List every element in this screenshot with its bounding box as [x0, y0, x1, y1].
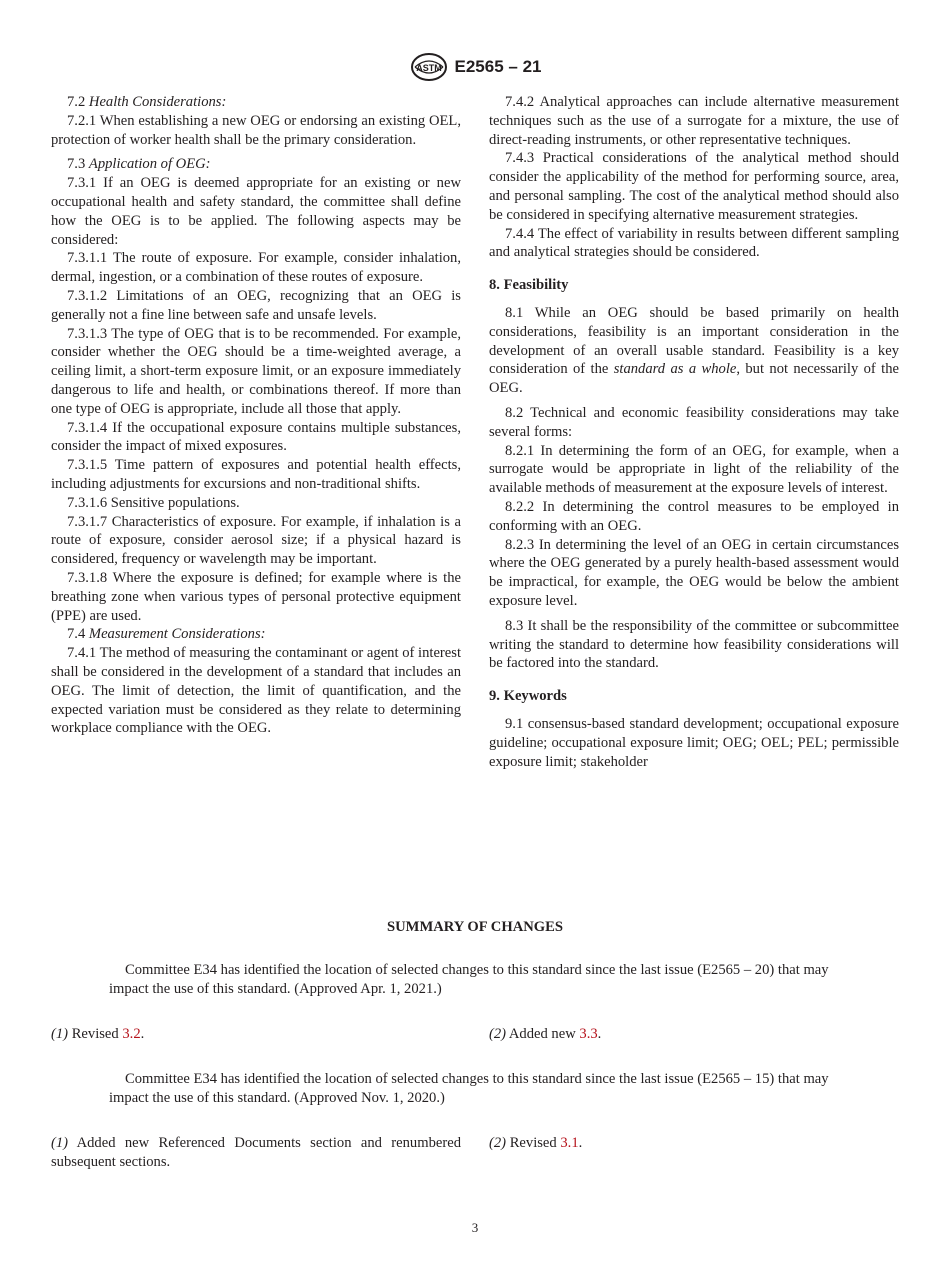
section-7-3-1-7: 7.3.1.7 Characteristics of exposure. For example, if inhalation is a route of exposure, consider aerosol size; if a physical hazard is considered, frequency or wavelength may be important.	[51, 513, 461, 568]
section-9-1: 9.1 consensus-based standard development; occupational exposure guideline; occupational exposure limit; OEG; OEL; PEL; permissible exposure limit; stakeholder	[489, 715, 899, 770]
section-7-3-1-2: 7.3.1.2 Limitations of an OEG, recognizing that an OEG is generally not a fine line between safe and unsafe levels.	[51, 287, 461, 323]
section-7-4-1: 7.4.1 The method of measuring the contaminant or agent of interest shall be considered in the development of a standard that includes an OEG. The limit of detection, the limit of quantification, and the expected variation must be considered as they relate to determining workplace compliance with the OEG.	[51, 645, 461, 737]
section-8-2-1: 8.2.1 In determining the form of an OEG, for example, when a surrogate would be appropriate in light of the reliability of the available methods of measurement at the exposure levels of interest.	[489, 442, 899, 497]
section-7-3-1-6: 7.3.1.6 Sensitive populations.	[67, 494, 240, 511]
section-7-3-1-5: 7.3.1.5 Time pattern of exposures and potential health effects, including adjustments for excursions and non-traditional shifts.	[51, 457, 461, 492]
section-7-3-1-1: 7.3.1.1 The route of exposure. For example, consider inhalation, dermal, ingestion, or a combination of these routes of exposure.	[51, 250, 461, 286]
section-7-2-heading: 7.2 Health Considerations:	[67, 94, 227, 110]
section-7-3-1-4: 7.3.1.4 If the occupational exposure contains multiple substances, consider the impact of mixed exposures.	[51, 419, 461, 455]
section-8-heading: 8. Feasibility	[489, 277, 569, 294]
section-7-3-heading: 7.3 Application of OEG:	[67, 156, 211, 173]
reference-link-3-3[interactable]: 3.3	[579, 1026, 598, 1042]
summary-block-1-text: Committee E34 has identified the location of selected changes to this standard since the last issue (E2565 – 20) that may impact the use of this standard. (Approved Apr. 1, 2021.)	[109, 962, 829, 997]
document-id: E2565 – 21	[454, 57, 542, 76]
section-8-3: 8.3 It shall be the responsibility of the committee or subcommittee writing the standard to determine how feasibility considerations will be factored into the standard.	[489, 617, 899, 672]
page-header	[0, 52, 950, 82]
astm-logo-icon	[409, 52, 449, 82]
section-8-2: 8.2 Technical and economic feasibility considerations may take several forms:	[489, 404, 899, 440]
summary-block-1-item-1: (1) Revised 3.2.	[51, 1026, 145, 1042]
section-7-2-1: 7.2.1 When establishing a new OEG or endorsing an existing OEL, protection of worker health shall be the primary consideration.	[51, 112, 461, 148]
summary-block-2-text: Committee E34 has identified the location of selected changes to this standard since the last issue (E2565 – 15) that may impact the use of this standard. (Approved Nov. 1, 2020.)	[109, 1071, 829, 1106]
section-8-1: 8.1 While an OEG should be based primarily on health considerations, feasibility is an important consideration in the development of an overall usable standard. Feasibility is a key consideration of the standard as a whole, but not necessarily of the OEG.	[489, 304, 899, 397]
section-7-4-3: 7.4.3 Practical considerations of the analytical method should consider the applicability of the method for performing source, area, and personal sampling. The cost of the analytical method should also be considered in specifying alternative measurement strategies.	[489, 150, 899, 223]
summary-block-2-item-2: (2) Revised 3.1.	[489, 1135, 583, 1151]
left-column	[51, 93, 461, 738]
svg-text:ASTM: ASTM	[415, 63, 442, 73]
section-8-2-3: 8.2.3 In determining the level of an OEG in certain circumstances where the OEG generated by a purely health-based assessment would be impractical, for example, the OEG would be below the ambient exposure level.	[489, 536, 899, 609]
page-number: 3	[471, 1220, 479, 1235]
summary-of-changes-title: SUMMARY OF CHANGES	[387, 919, 563, 935]
summary-block-1-item-2: (2) Added new 3.3.	[489, 1026, 602, 1042]
section-7-4-2: 7.4.2 Analytical approaches can include alternative measurement techniques such as the use of a surrogate for a mixture, the use of direct-reading instruments, or other representative techniques.	[489, 94, 899, 148]
section-8-2-2: 8.2.2 In determining the control measures to be employed in conforming with an OEG.	[489, 498, 899, 534]
section-7-4-4: 7.4.4 The effect of variability in results between different sampling and analytical strategies should be considered.	[489, 225, 899, 261]
right-column	[489, 93, 899, 771]
summary-block-2-item-1: (1) Added new Referenced Documents section and renumbered subsequent sections.	[51, 1135, 461, 1170]
section-7-3-1-8: 7.3.1.8 Where the exposure is defined; for example where is the breathing zone when various types of personal protective equipment (PPE) are used.	[51, 569, 461, 624]
section-7-3-1-3: 7.3.1.3 The type of OEG that is to be recommended. For example, consider whether the OEG should be a time-weighted average, a ceiling limit, a short-term exposure limit, or an exposure immediately dangerous to life and health, or combinations thereof. If more than one type of OEG is appropriate, include all those that apply.	[51, 325, 461, 417]
section-7-4-heading: 7.4 Measurement Considerations:	[67, 626, 266, 643]
reference-link-3-2[interactable]: 3.2	[122, 1026, 141, 1042]
section-9-heading: 9. Keywords	[489, 688, 567, 705]
section-7-3-1: 7.3.1 If an OEG is deemed appropriate for an existing or new occupational health and safety standard, the committee shall define how the OEG is to be applied. The following aspects may be considered:	[51, 175, 461, 248]
reference-link-3-1[interactable]: 3.1	[560, 1135, 579, 1151]
